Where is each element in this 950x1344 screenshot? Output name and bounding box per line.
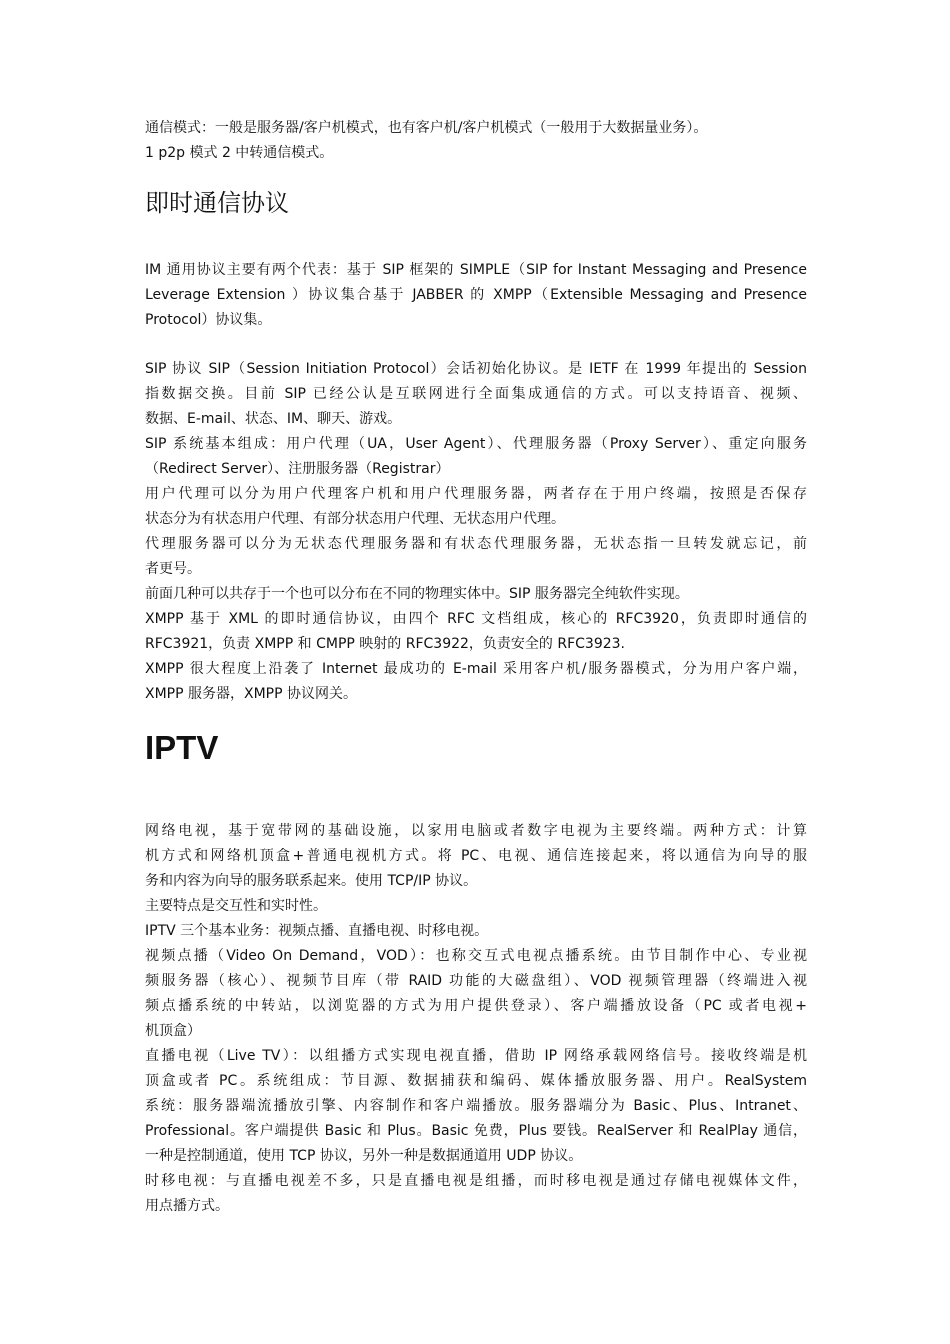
im-line: 代理服务器可以分为无状态代理服务器和有状态代理服务器，无状态指一旦转发就忘记，前 <box>145 536 807 552</box>
im-line: RFC3921，负责 XMPP 和 CMPP 映射的 RFC3922，负责安全的 RFC3923. <box>145 636 625 652</box>
iptv-line: 顶盒或者 PC。系统组成：节目源、数据捕获和编码、媒体播放服务器、用户。RealSystem <box>145 1073 807 1089</box>
iptv-line: 频点播系统的中转站，以浏览器的方式为用户提供登录）、客户端播放设备（PC 或者电视+ <box>145 998 807 1014</box>
iptv-line: IPTV 三个基本业务：视频点播、直播电视、时移电视。 <box>145 923 489 939</box>
intro-line-2: 1 p2p 模式 2 中转通信模式。 <box>145 145 334 161</box>
im-line: 前面几种可以共存于一个也可以分布在不同的物理实体中。SIP 服务器完全纯软件实现。 <box>145 586 689 602</box>
im-line: SIP 系统基本组成：用户代理（UA，User Agent）、代理服务器（Proxy Server）、重定向服务 <box>145 436 807 452</box>
iptv-line: 用点播方式。 <box>145 1198 229 1214</box>
im-line: 用户代理可以分为用户代理客户机和用户代理服务器，两者存在于用户终端，按照是否保存 <box>145 486 807 502</box>
im-line: SIP 协议 SIP（Session Initiation Protocol）会话初始化协议。是 IETF 在 1999 年提出的 Session <box>145 361 807 377</box>
iptv-line: 机顶盒） <box>145 1023 201 1039</box>
im-line: Protocol）协议集。 <box>145 312 272 328</box>
iptv-line: 一种是控制通道，使用 TCP 协议，另外一种是数据通道用 UDP 协议。 <box>145 1148 583 1164</box>
iptv-line: 主要特点是交互性和实时性。 <box>145 898 327 914</box>
im-line: （Redirect Server）、注册服务器（Registrar） <box>145 461 450 477</box>
iptv-line: 务和内容为向导的服务联系起来。使用 TCP/IP 协议。 <box>145 873 478 889</box>
heading-im-protocol: 即时通信协议 <box>145 189 289 217</box>
iptv-line: 网络电视，基于宽带网的基础设施，以家用电脑或者数字电视为主要终端。两种方式：计算 <box>145 823 807 839</box>
iptv-line: Professional。客户端提供 Basic 和 Plus。Basic 免费，Plus 要钱。RealServer 和 RealPlay 通信， <box>145 1123 807 1139</box>
intro-line-1: 通信模式：一般是服务器/客户机模式，也有客户机/客户机模式（一般用于大数据量业务）。 <box>145 120 708 136</box>
im-line: XMPP 基于 XML 的即时通信协议，由四个 RFC 文档组成，核心的 RFC3920，负责即时通信的 <box>145 611 807 627</box>
iptv-line: 时移电视：与直播电视差不多，只是直播电视是组播，而时移电视是通过存储电视媒体文件， <box>145 1173 807 1189</box>
im-line: IM 通用协议主要有两个代表：基于 SIP 框架的 SIMPLE（SIP for Instant Messaging and Presence <box>145 262 807 278</box>
iptv-line: 直播电视（Live TV）：以组播方式实现电视直播，借助 IP 网络承载网络信号。接收终端是机 <box>145 1048 807 1064</box>
iptv-line: 频服务器（核心）、视频节目库（带 RAID 功能的大磁盘组）、VOD 视频管理器（终端进入视 <box>145 973 807 989</box>
im-line: XMPP 服务器，XMPP 协议网关。 <box>145 686 358 702</box>
im-line: Leverage Extension ）协议集合基于 JABBER 的 XMPP（Extensible Messaging and Presence <box>145 287 807 303</box>
im-line: 者更号。 <box>145 561 201 577</box>
iptv-line: 机方式和网络机顶盒+普通电视机方式。将 PC、电视、通信连接起来，将以通信为向导的服 <box>145 848 807 864</box>
im-line: XMPP 很大程度上沿袭了 Internet 最成功的 E-mail 采用客户机/服务器模式，分为用户客户端， <box>145 661 807 677</box>
im-line: 状态分为有状态用户代理、有部分状态用户代理、无状态用户代理。 <box>145 511 565 527</box>
heading-iptv: IPTV <box>145 729 219 766</box>
im-line: 指数据交换。目前 SIP 已经公认是互联网进行全面集成通信的方式。可以支持语音、视频、 <box>145 386 807 402</box>
im-line: 数据、E-mail、状态、IM、聊天、游戏。 <box>145 411 402 427</box>
iptv-line: 视频点播（Video On Demand，VOD）：也称交互式电视点播系统。由节目制作中心、专业视 <box>145 948 807 964</box>
iptv-line: 系统：服务器端流播放引擎、内容制作和客户端播放。服务器端分为 Basic、Plus、Intranet、 <box>145 1098 807 1114</box>
